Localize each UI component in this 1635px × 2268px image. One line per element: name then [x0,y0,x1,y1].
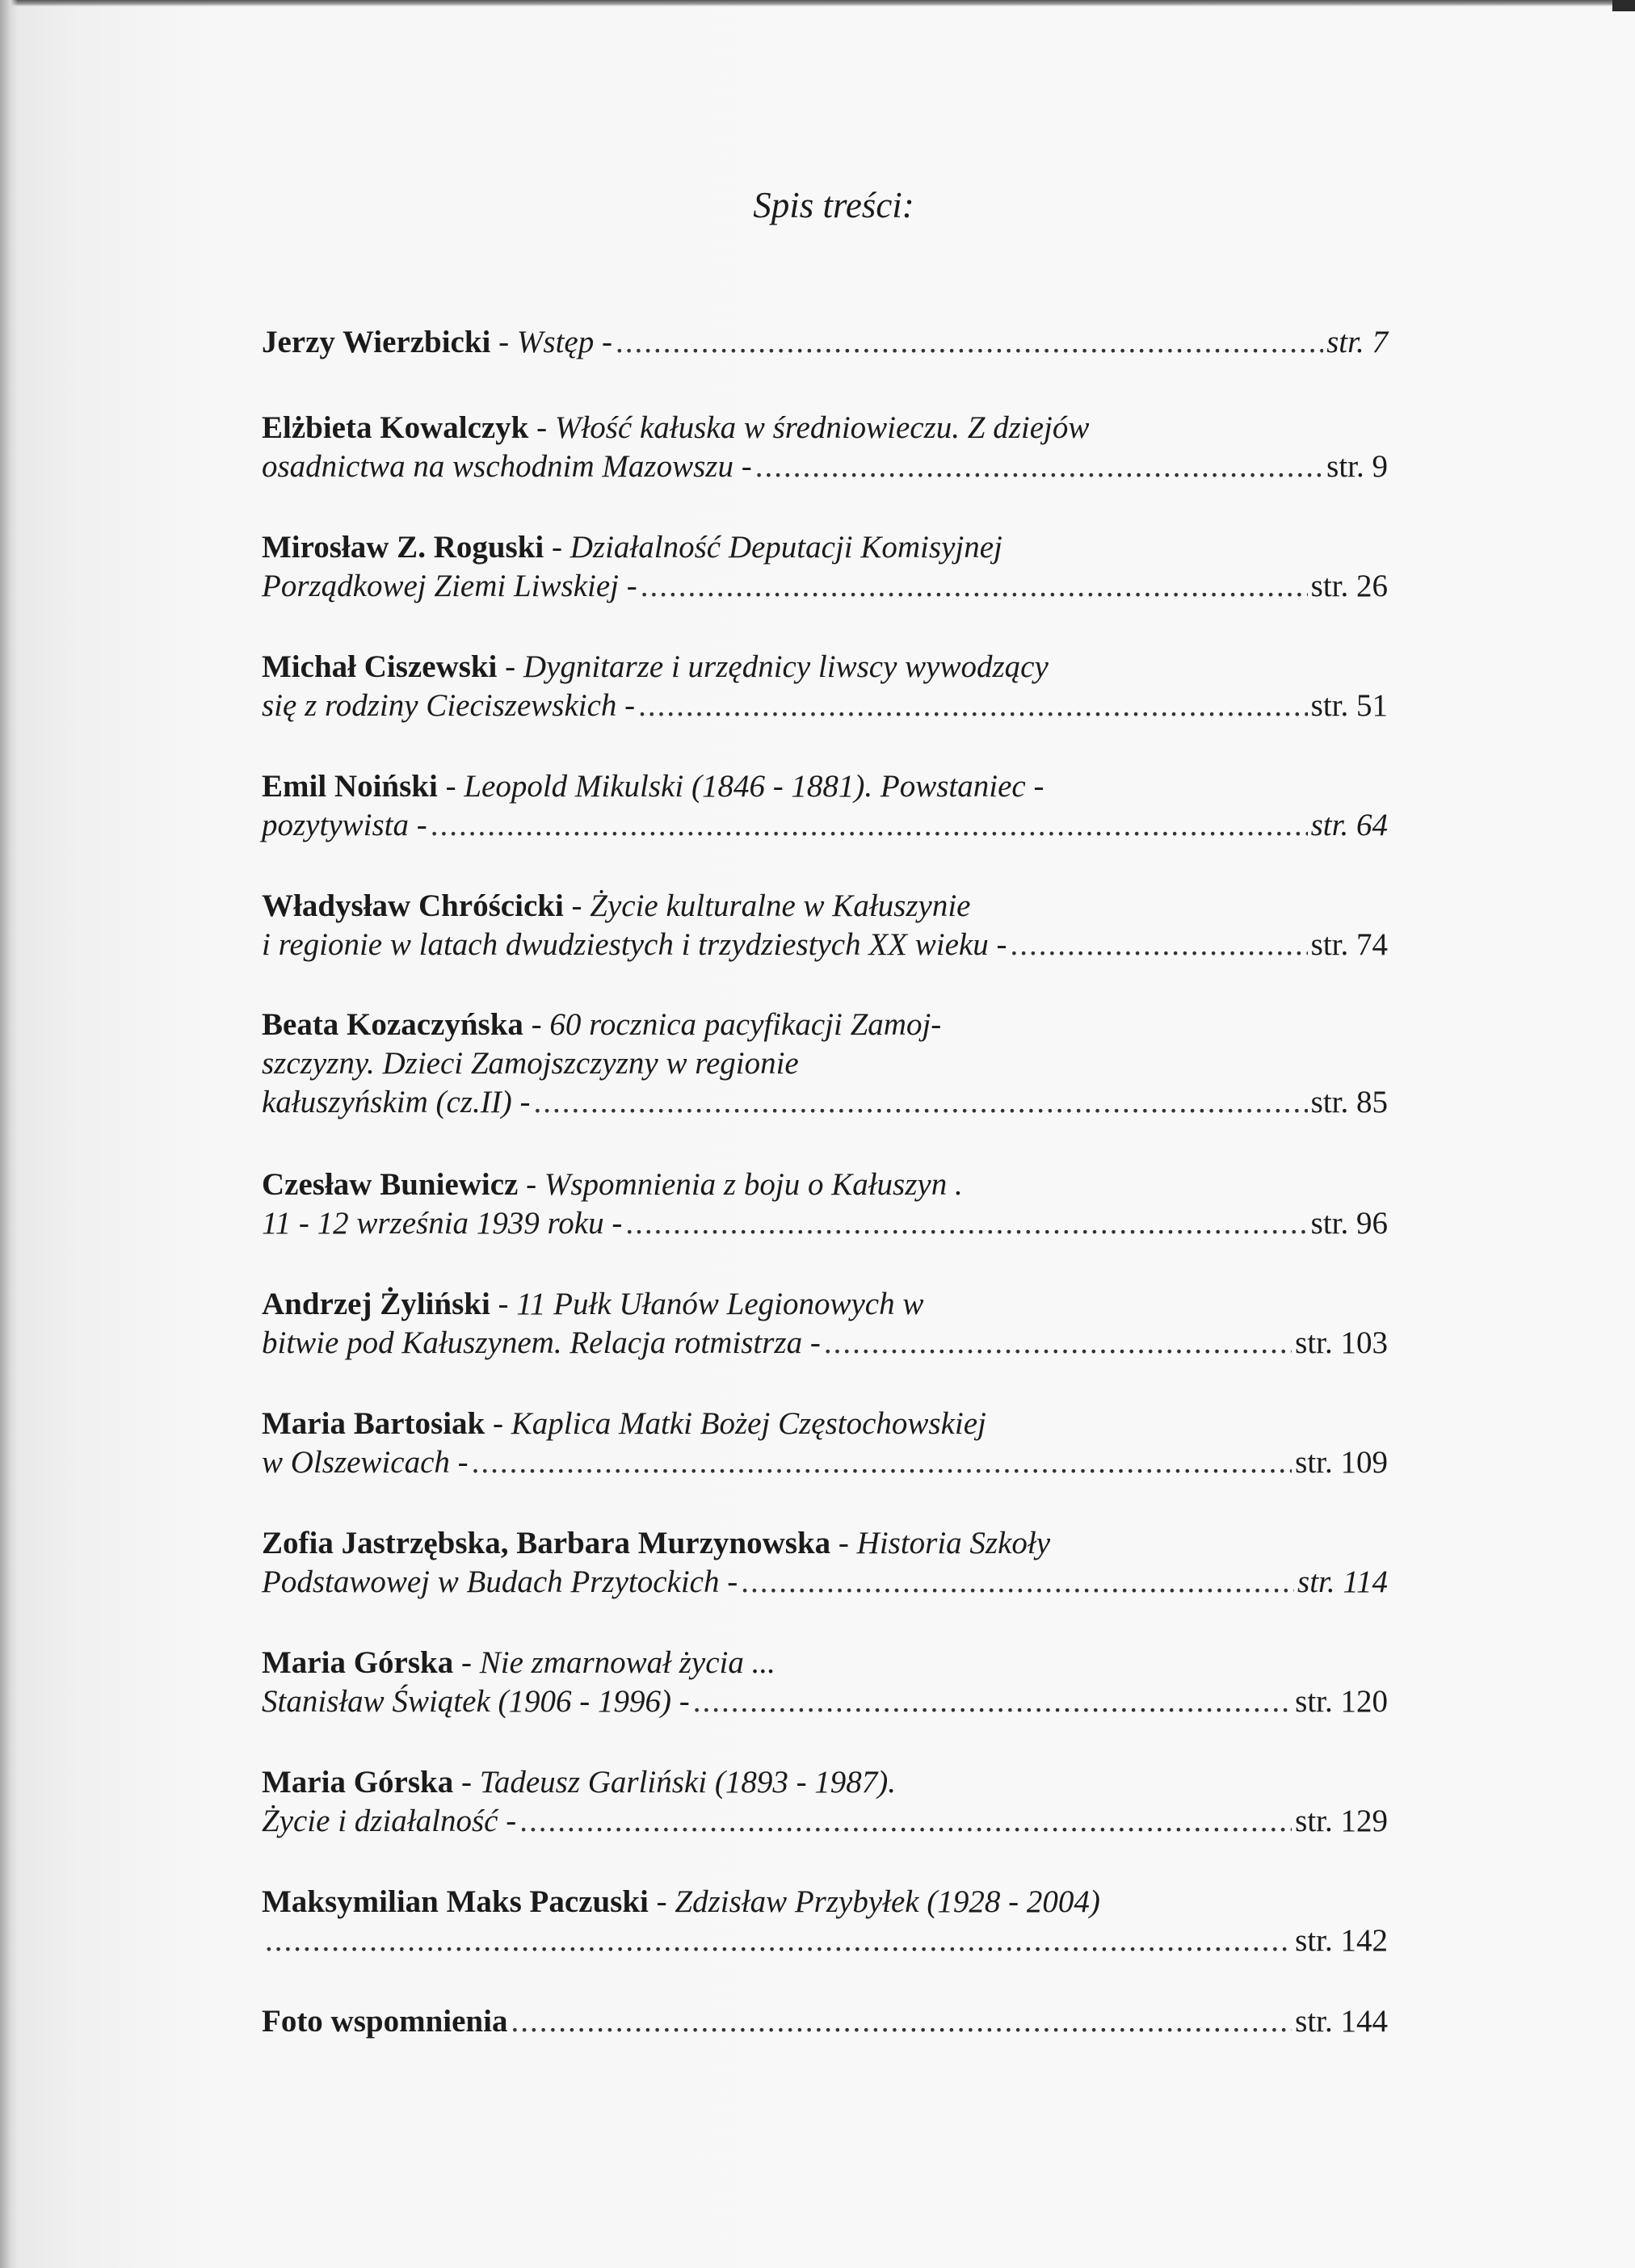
toc-entry [262,528,1388,606]
page-number: str. 96 [1310,1206,1388,1241]
toc-entry [262,648,1388,725]
toc-title: Historia Szkoły [856,1526,1051,1560]
toc-separator: - [485,1406,511,1441]
page-number: str. 26 [1310,569,1388,603]
dot-leader [693,1682,1292,1721]
dot-leader [755,447,1323,486]
toc-title: osadnictwa na wschodnim Mazowszu - [262,449,752,484]
toc-title: Wspomnienia z boju o Kałuszyn . [544,1167,963,1202]
toc-separator: - [648,1884,675,1919]
toc-title: 11 Pułk Ułanów Legionowych w [516,1287,924,1321]
toc-entry-line [262,409,1388,447]
dot-leader [472,1443,1292,1482]
toc-entry-line [262,887,1388,926]
toc-title: Życie kulturalne w Kałuszynie [590,888,971,923]
toc-entry-line [262,1443,1388,1482]
toc-separator: - [437,769,464,804]
toc-entry-line [262,1405,1388,1443]
toc-author: Andrzej Żyliński [262,1287,490,1321]
toc-entry [262,887,1388,964]
page-number: str. 120 [1295,1684,1388,1719]
toc-author: Zofia Jastrzębska, Barbara Murzynowska [262,1526,831,1560]
toc-author: Jerzy Wierzbicki [262,325,491,359]
toc-entry-line [262,1763,1388,1802]
toc-entry-line [262,1166,1388,1204]
toc-separator: - [490,325,517,359]
toc-entry-line [262,2002,1388,2041]
toc-title: Dygnitarze i urzędnicy liwscy wywodzący [523,649,1049,684]
toc-entry-line [262,1682,1388,1721]
dot-leader [641,567,1308,606]
toc-entry [262,1405,1388,1482]
dot-leader [431,806,1308,845]
toc-title: Zdzisław Przybyłek (1928 - 2004) [675,1884,1100,1919]
toc-separator: - [830,1526,857,1560]
page-number: str. 7 [1326,325,1388,359]
toc-entry-line [262,1083,1388,1122]
toc-entry [262,767,1388,845]
toc-entry [262,1644,1388,1721]
page-number: str. 109 [1295,1445,1388,1480]
page-number: str. 103 [1295,1325,1388,1360]
toc-entry-line [262,926,1388,964]
corner-mark [1612,0,1635,11]
toc-author: Mirosław Z. Roguski [262,530,544,565]
toc-entry-line [262,1285,1388,1324]
toc-separator: - [490,1287,517,1321]
dot-leader [519,1802,1292,1841]
toc-entry-line [262,687,1388,725]
toc-title: 60 rocznica pacyfikacji Zamoj- [549,1007,942,1042]
toc-separator: - [523,1007,550,1042]
top-edge [0,0,1635,6]
page-number: str. 51 [1310,688,1388,723]
toc-title: Kaplica Matki Bożej Częstochowskiej [511,1406,986,1441]
toc-title: Podstawowej w Budach Przytockich - [262,1564,738,1599]
toc-entry-line [262,447,1388,486]
toc-entry-line [262,1644,1388,1682]
toc-title: Działalność Deputacji Komisyjnej [570,530,1002,565]
toc-title: Wstęp - [516,325,612,359]
page-number: str. 85 [1310,1085,1388,1119]
toc-author: Elżbieta Kowalczyk [262,410,529,445]
toc-entry [262,1285,1388,1363]
dot-leader [511,2002,1292,2041]
toc-entry-line [262,567,1388,606]
toc-title: kałuszyńskim (cz.II) - [262,1085,531,1119]
dot-leader [638,687,1307,725]
toc-title: 11 - 12 września 1939 roku - [262,1206,623,1241]
toc-entry-line [262,767,1388,806]
toc-title: Leopold Mikulski (1846 - 1881). Powstaniec - [464,769,1044,804]
toc-author: Michał Ciszewski [262,649,498,684]
toc-entry [262,1763,1388,1841]
toc-title: i regionie w latach dwudziestych i trzydziestych XX wieku - [262,927,1007,962]
toc-entry [262,1166,1388,1243]
toc-separator: - [563,888,591,923]
toc-title: Nie zmarnował życia ... [479,1645,775,1680]
toc-entry [262,1883,1388,1960]
toc-author: Czesław Buniewicz [262,1167,519,1202]
dot-leader [824,1324,1292,1363]
toc-entry-line [262,806,1388,845]
toc-title: Porządkowej Ziemi Liwskiej - [262,569,637,603]
page-number: str. 64 [1310,808,1388,842]
toc-entry [262,1006,1388,1122]
toc-title: pozytywista - [262,808,427,842]
page-number: str. 114 [1297,1564,1388,1599]
toc-title: się z rodziny Cieciszewskich - [262,688,636,723]
toc-separator: - [518,1167,544,1202]
dot-leader [265,1922,1292,1960]
toc-author: Beata Kozaczyńska [262,1007,523,1042]
toc-author: Maksymilian Maks Paczuski [262,1884,649,1919]
dot-leader [616,323,1323,362]
toc-entry [262,2002,1388,2041]
toc-title: w Olszewicach - [262,1445,469,1480]
toc-entry-line [262,1883,1388,1922]
toc-entry [262,323,1388,362]
toc-title: bitwie pod Kałuszynem. Relacja rotmistrza - [262,1325,821,1360]
toc-entry-line [262,1524,1388,1563]
toc-entry-line [262,648,1388,687]
page-number: str. 129 [1295,1804,1388,1838]
toc-title: Stanisław Świątek (1906 - 1996) - [262,1684,690,1719]
toc-entry-line [262,1006,1388,1044]
toc-author: Władysław Chróścicki [262,888,564,923]
toc-separator: - [544,530,570,565]
toc-author: Maria Górska [262,1765,454,1800]
page-title: Spis treści: [753,185,914,225]
toc-separator: - [497,649,523,684]
toc-entry-line [262,1204,1388,1243]
toc-author: Emil Noiński [262,769,438,804]
dot-leader [625,1204,1307,1243]
toc-entry-line [262,323,1388,362]
page-number: str. 142 [1295,1923,1388,1958]
toc-entry [262,409,1388,486]
toc-entry-line [262,1802,1388,1841]
toc-separator: - [453,1765,480,1800]
toc-entry-line [262,1922,1388,1960]
toc-entry-line [262,528,1388,567]
toc-author: Maria Bartosiak [262,1406,485,1441]
toc-separator: - [453,1645,480,1680]
page-number: str. 9 [1326,449,1388,484]
toc-entry-line [262,1324,1388,1363]
toc-title: Życie i działalność - [262,1804,517,1838]
page-number: str. 144 [1295,2004,1388,2039]
toc-separator: - [528,410,555,445]
dot-leader [533,1083,1307,1122]
toc-title: Tadeusz Garliński (1893 - 1987). [479,1765,897,1800]
toc-author: Maria Górska [262,1645,454,1680]
dot-leader [1010,926,1307,964]
binding-shadow [0,0,18,2268]
toc-entry-line [262,1044,1388,1083]
toc-title: Włość kałuska w średniowieczu. Z dziejów [554,410,1090,445]
page-number: str. 74 [1310,927,1388,962]
dot-leader [741,1563,1294,1602]
toc-entry-line [262,1563,1388,1602]
toc-title: szczyzny. Dzieci Zamojszczyzny w regionie [262,1046,799,1081]
toc-author: Foto wspomnienia [262,2004,508,2039]
toc-entry [262,1524,1388,1602]
